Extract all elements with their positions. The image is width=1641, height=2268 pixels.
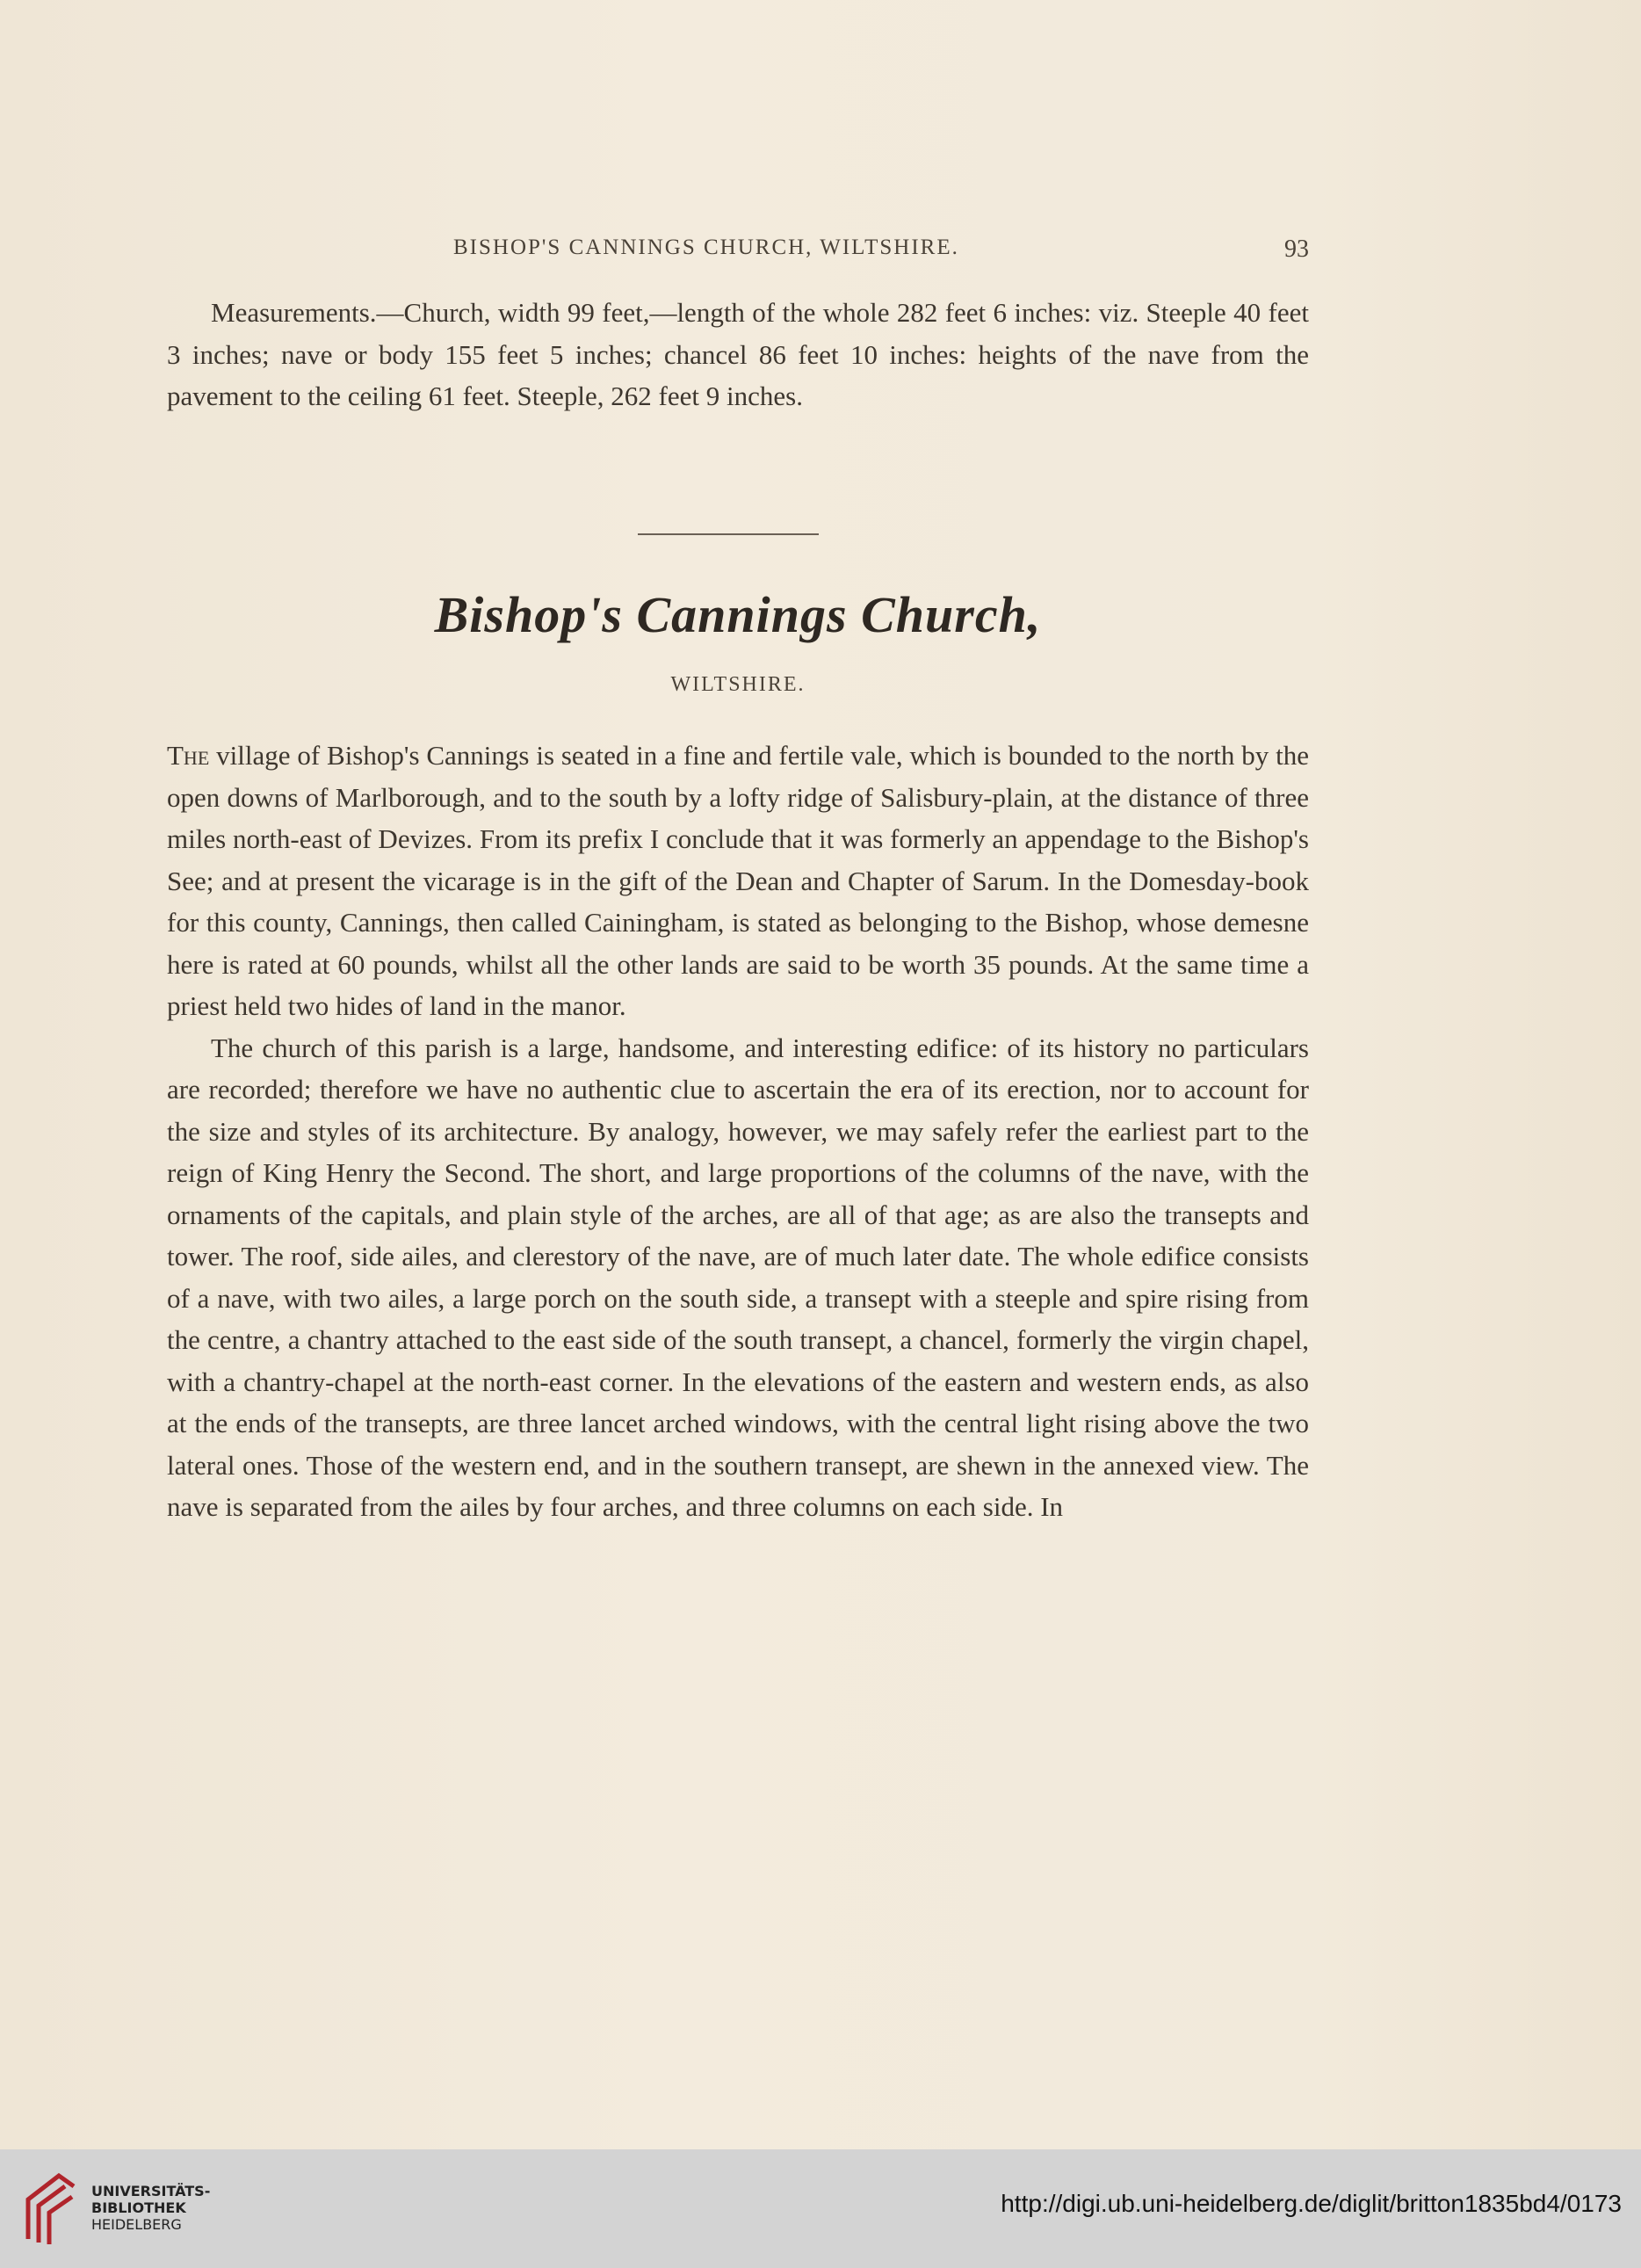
running-head-title: BISHOP'S CANNINGS CHURCH, WILTSHIRE.: [453, 235, 959, 259]
measurements-block: [167, 292, 1309, 417]
measurements-paragraph: Measurements.—Church, width 99 feet,—length of the whole 282 feet 6 inches: viz. Steeple 40 feet 3 inches; nave or body 155 feet 5 inches; chancel 86 feet 10 inches: heights of the nave from the pavement to the ceiling 61 feet. Steeple, 262 feet 9 inches.: [167, 297, 1309, 411]
library-name-line-3: HEIDELBERG: [91, 2216, 182, 2233]
library-logo-icon: [19, 2169, 81, 2248]
permalink-url[interactable]: http://digi.ub.uni-heidelberg.de/diglit/britton1835bd4/0173: [1001, 2190, 1622, 2217]
viewer-footer: [0, 2149, 1641, 2268]
body-text: [167, 735, 1309, 1528]
library-name: [91, 2183, 210, 2233]
paragraph-1: [167, 735, 1309, 1027]
section-divider: [638, 533, 819, 535]
section-subheading: WILTSHIRE.: [670, 673, 806, 696]
paragraph-2: The church of this parish is a large, handsome, and interesting edifice: of its history no particulars are recorded; therefore we have no authentic clue to ascertain the era of its erection, nor to account for the size and styles of its architecture. By analogy, however, we may safely refer the earliest part to the reign of King Henry the Second. The short, and large proportions of the columns of the nave, with the ornaments of the capitals, and plain style of the arches, are all of that age; as are also the transepts and tower. The roof, side ailes, and clerestory of the nave, are of much later date. The whole edifice consists of a nave, with two ailes, a large porch on the south side, a transept with a steeple and spire rising from the centre, a chantry attached to the east side of the south transept, a chancel, formerly the virgin chapel, with a chantry-chapel at the north-east corner. In the elevations of the eastern and western ends, as also at the ends of the transepts, are three lancet arched windows, with the central light rising above the two lateral ones. Those of the western end, and in the southern transept, are shewn in the annexed view. The nave is separated from the ailes by four arches, and three columns on each side. In: [167, 1032, 1309, 1522]
library-name-line-2: BIBLIOTHEK: [91, 2199, 186, 2216]
section-heading: Bishop's Cannings Church,: [434, 586, 1042, 643]
paragraph-1-lead: The: [167, 740, 210, 771]
paragraph-1-text: village of Bishop's Cannings is seated in a fine and fertile vale, which is bounded to the north by the open downs of Marlborough, and to the south by a lofty ridge of Salisbury-plain, at the distance of three miles north-east of Devizes. From its prefix I conclude that it was formerly an appendage to the Bishop's See; and at present the vicarage is in the gift of the Dean and Chapter of Sarum. In the Domesday-book for this county, Cannings, then called Cainingham, is stated as belonging to the Bishop, whose demesne here is rated at 60 pounds, whilst all the other lands are said to be worth 35 pounds. At the same time a priest held two hides of land in the manor.: [167, 740, 1309, 1021]
library-name-line-1: UNIVERSITÄTS-: [91, 2183, 211, 2199]
page-number: 93: [1284, 235, 1309, 263]
